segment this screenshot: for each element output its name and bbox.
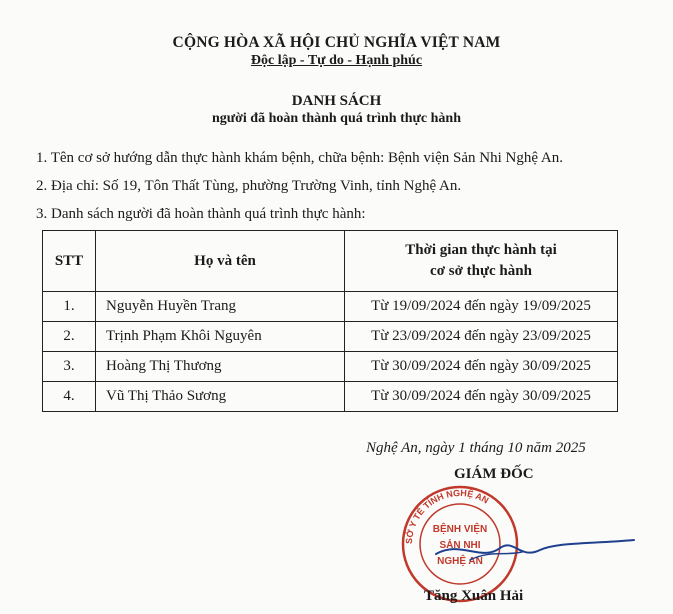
seal-line1: BỆNH VIỆN (432, 524, 488, 535)
seal-line3: NGHỆ AN (437, 556, 483, 567)
signer-name: Tăng Xuân Hải (424, 588, 524, 604)
seal-line2: SẢN NHI (439, 540, 481, 551)
row-name: Vũ Thị Thảo Sương (96, 382, 345, 412)
nation-heading: CỘNG HÒA XÃ HỘI CHỦ NGHĨA VIỆT NAM (172, 34, 501, 51)
motto (0, 53, 673, 69)
row-name: Hoàng Thị Thương (96, 352, 345, 382)
facility-line: 1. Tên cơ sở hướng dẫn thực hành khám bệnh, chữa bệnh: Bệnh viện Sản Nhi Nghệ An. (36, 150, 563, 166)
row-stt: 1. (43, 292, 96, 322)
header-stt: STT (43, 231, 96, 292)
header-period-line2: cơ sở thực hành (430, 263, 532, 279)
table-row (43, 382, 618, 412)
row-stt: 2. (43, 322, 96, 352)
header-period (345, 231, 618, 292)
trainee-table (42, 230, 618, 412)
table-header-row (43, 231, 618, 292)
row-period: Từ 23/09/2024 đến ngày 23/09/2025 (345, 322, 618, 352)
motto-text: Độc lập - Tự do - Hạnh phúc (250, 53, 423, 68)
address-line: 2. Địa chỉ: Số 19, Tôn Thất Tùng, phường Trường Vinh, tỉnh Nghệ An. (36, 178, 462, 194)
header-name: Họ và tên (96, 231, 345, 292)
director-title: GIÁM ĐỐC (454, 466, 534, 482)
row-stt: 3. (43, 352, 96, 382)
header-period-line1: Thời gian thực hành tại (405, 242, 557, 258)
place-date: Nghệ An, ngày 1 tháng 10 năm 2025 (366, 440, 586, 456)
document-subtitle: người đã hoàn thành quá trình thực hành (211, 111, 462, 126)
row-name: Trịnh Phạm Khôi Nguyên (96, 322, 345, 352)
seal-outer-text: SỞ Y TẾ TỈNH NGHỆ AN (403, 487, 491, 545)
row-period: Từ 30/09/2024 đến ngày 30/09/2025 (345, 352, 618, 382)
row-stt: 4. (43, 382, 96, 412)
row-period: Từ 19/09/2024 đến ngày 19/09/2025 (345, 292, 618, 322)
row-name: Nguyễn Huyền Trang (96, 292, 345, 322)
document-title: DANH SÁCH (291, 93, 382, 109)
list-intro-line: 3. Danh sách người đã hoàn thành quá trình thực hành: (36, 206, 366, 222)
director-signature (430, 520, 640, 580)
table-row (43, 322, 618, 352)
table-row (43, 352, 618, 382)
table-row (43, 292, 618, 322)
row-period: Từ 30/09/2024 đến ngày 30/09/2025 (345, 382, 618, 412)
